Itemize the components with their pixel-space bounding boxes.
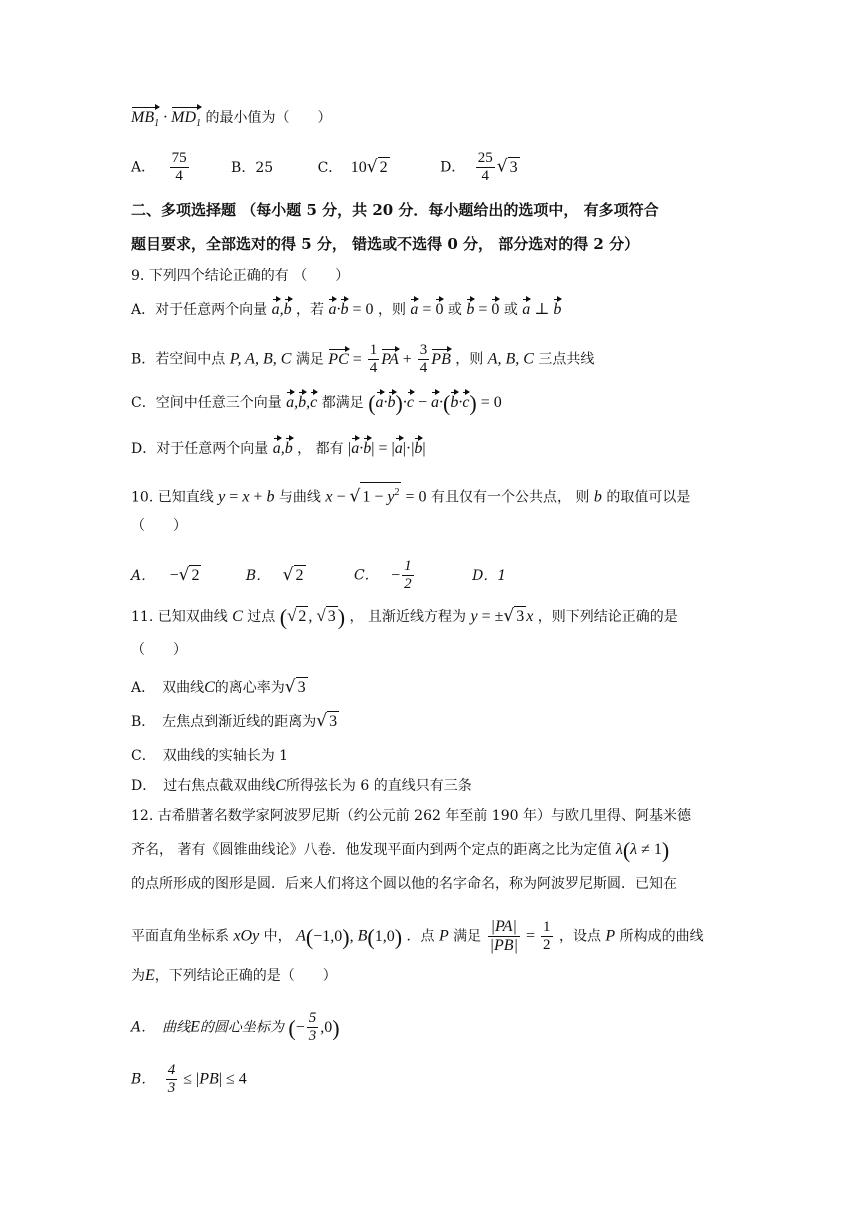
q12-option-b[interactable]: B． $\frac{4}{3}$ ≤ |PB| ≤ 4 bbox=[131, 1062, 247, 1096]
q10-option-a[interactable]: A． −√ 2 bbox=[131, 564, 200, 585]
q9-option-b[interactable]: B．若空间中点 P, A, B, C 满足 PC = $\frac{1}{4}$ PA + $\frac{3}{4}$ PB ，则 A, B, C 三点共线 bbox=[131, 342, 595, 376]
q8-options bbox=[131, 150, 520, 185]
q8-option-c[interactable]: C． 10√ 2 bbox=[317, 156, 388, 177]
q11-option-a[interactable]: A． 双曲线C的离心率为√ 3 bbox=[131, 677, 306, 697]
q12-option-a[interactable]: A． 曲线E的圆心坐标为 (− $\frac{5}{3}$ ,0) bbox=[131, 1010, 340, 1044]
q8-option-b[interactable]: B．25 bbox=[231, 159, 274, 176]
q9-option-c[interactable]: C．空间中任意三个向量 a,b,c 都满足 (a·b)·c − a·(b·c) = 0 bbox=[131, 390, 502, 416]
q10-option-b[interactable]: B． √ 2 bbox=[245, 564, 304, 585]
q10-stem: 10. 已知直线 y = x + b 与曲线 x − √ $1 - y^2 = 0$ 有且仅有一个公共点， 则 b 的取值可以是 bbox=[131, 482, 690, 507]
q10-paren: （ ） bbox=[131, 518, 187, 534]
q9-stem: 9. 下列四个结论正确的有 （ ） bbox=[131, 268, 350, 284]
q11-paren: （ ） bbox=[131, 642, 187, 658]
q11-stem: 11. 已知双曲线 C 过点 (√ 2 , √ 3) ， 且渐近线方程为 y = ±√ 3 x ，则下列结论正确的是 bbox=[131, 604, 678, 630]
q12-line3: 的点所形成的图形是圆．后来人们将这个圆以他的名字命名，称为阿波罗尼斯圆．已知在 bbox=[131, 876, 677, 892]
q8-tail-line: $MB_1 \cdot MD_1$ 的最小值为（ ） bbox=[131, 108, 331, 134]
section2-heading-line2: 题目要求，全部选对的得 5 分， 错选或不选得 0 分， 部分选对的得 2 分） bbox=[131, 235, 640, 253]
q10-option-d[interactable]: D．1 bbox=[472, 567, 507, 584]
q10-options bbox=[131, 558, 506, 593]
q12-line5: 为E，下列结论正确的是（ ） bbox=[131, 967, 337, 984]
q9-option-d[interactable]: D．对于任意两个向量 a,b ， 都有 |a·b| = |a|·|b| bbox=[131, 440, 426, 457]
q12-line4: 平面直角坐标系 xOy 中， A(−1,0), B(1,0) ．点 P 满足 $\frac{|PA|}{|PB|}$ = $\frac{1}{2}$ ，设点 P 所构成的曲线 bbox=[131, 918, 704, 954]
q8-option-a[interactable]: A． $\frac{75}{4}$ bbox=[131, 150, 187, 184]
section2-heading-line1: 二、多项选择题 （每小题 5 分，共 20 分．每小题给出的选项中， 有多项符合 bbox=[131, 201, 659, 219]
q9-option-a[interactable]: A．对于任意两个向量 a,b ，若 a·b = 0 ，则 a = 0 或 b = 0 或 a ⊥ b bbox=[131, 301, 562, 318]
q12-line2: 齐名， 著有《圆锥曲线论》八卷．他发现平面内到两个定点的距离之比为定值 λ(λ ≠ 1) bbox=[131, 837, 670, 863]
q12-line1: 12. 古希腊著名数学家阿波罗尼斯（约公元前 262 年至前 190 年）与欧几里得、阿基米德 bbox=[131, 808, 691, 824]
q11-option-b[interactable]: B． 左焦点到渐近线的距离为√ 3 bbox=[131, 711, 338, 731]
q10-option-c[interactable]: C． − $\frac{1}{2}$ bbox=[353, 558, 412, 592]
q8-option-d[interactable]: D． $\frac{25}{4}$ √ 3 bbox=[440, 150, 518, 184]
q8-tail-text: 的最小值为（ ） bbox=[205, 110, 332, 126]
q11-option-c[interactable]: C． 双曲线的实轴长为 1 bbox=[131, 748, 289, 764]
q11-option-d[interactable]: D． 过右焦点截双曲线C所得弦长为 6 的直线只有三条 bbox=[131, 777, 472, 794]
